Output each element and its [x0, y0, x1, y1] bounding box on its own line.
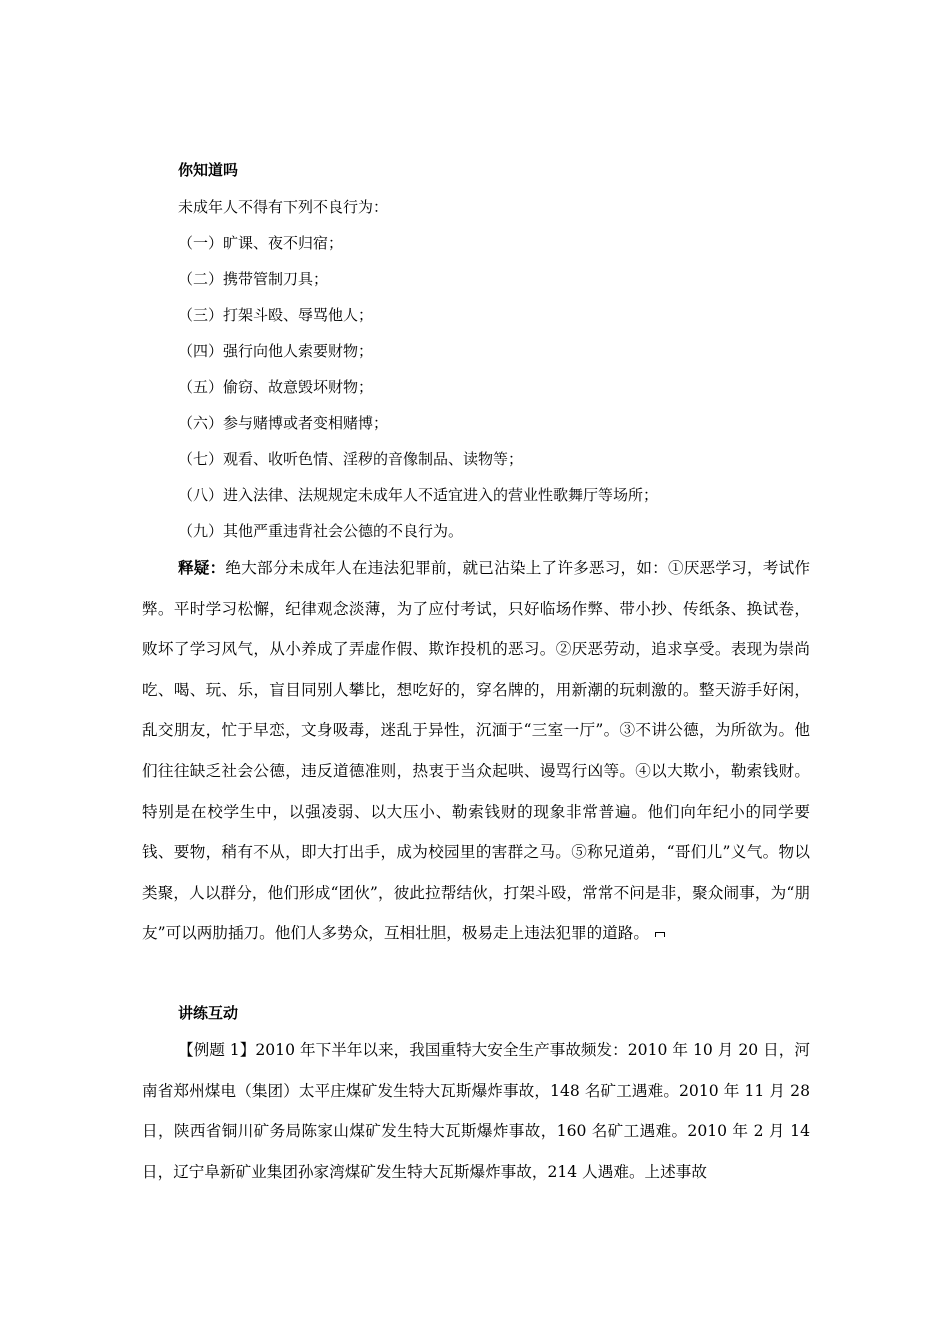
list-item: （八）进入法律、法规规定未成年人不适宜进入的营业性歌舞厅等场所； [178, 486, 659, 504]
explanation-text: 绝大部分未成年人在违法犯罪前，就已沾染上了许多恶习，如：①厌恶学习，考试作弊。平时学习松懈，纪律观念淡薄，为了应付考试，只好临场作弊、带小抄、传纸条、换试卷，败坏了学习风气，从小养成了弄虚作假、欺诈投机的恶习。②厌恶劳动，追求享受。表现为崇尚吃、喝、玩、乐，盲目同别人攀比，想吃好的，穿名牌的，用新潮的玩刺激的。整天游手好闲，乱交朋友，忙于早恋，文身吸毒，迷乱于异性，沉湎于“三室一厅”。③不讲公德，为所欲为。他们往往缺乏社会公德，违反道德准则，热衷于当众起哄、谩骂行凶等。④以大欺小，勒索钱财。特别是在校学生中，以强凌弱、以大压小、勒索钱财的现象非常普遍。他们向年纪小的同学要钱、要物，稍有不从，即大打出手，成为校园里的害群之马。⑤称兄道弟，“哥们儿”义气。物以类聚，人以群分，他们形成“团伙”，彼此拉帮结伙，打架斗殴，常常不问是非，聚众闹事，为“朋友”可以两肋插刀。他们人多势众，互相壮胆，极易走上违法犯罪的道路。 [142, 559, 810, 943]
list-item: （一）旷课、夜不归宿； [178, 234, 344, 252]
list-item: （四）强行向他人索要财物； [178, 342, 374, 360]
list-item: （二）携带管制刀具； [178, 270, 329, 288]
example-text: 2010 年下半年以来，我国重特大安全生产事故频发：2010 年 10 月 20 日，河南省郑州煤电（集团）太平庄煤矿发生特大瓦斯爆炸事故，148 名矿工遇难。2010 年 11 月 28 日，陕西省铜川矿务局陈家山煤矿发生特大瓦斯爆炸事故，160 名矿工遇难。2010 年 2 月 14 日，辽宁阜新矿业集团孙家湾煤矿发生特大瓦斯爆炸事故，214 人遇难。上述事故 [142, 1041, 810, 1181]
example-label: 【例题 1】 [178, 1041, 256, 1059]
section-heading-know: 你知道吗 [178, 161, 239, 179]
list-item: （七）观看、收听色情、淫秽的音像制品、读物等； [178, 450, 524, 468]
list-item: （九）其他严重违背社会公德的不良行为。 [178, 522, 464, 540]
list-item: （三）打架斗殴、辱骂他人； [178, 306, 374, 324]
list-item: （五）偷窃、故意毁坏财物； [178, 378, 374, 396]
explanation-label: 释疑： [178, 559, 226, 577]
end-mark-icon [655, 932, 665, 937]
list-item: （六）参与赌博或者变相赌博； [178, 414, 389, 432]
example-paragraph [142, 1030, 810, 1192]
section-heading-practice: 讲练互动 [178, 1004, 239, 1022]
explanation-paragraph [142, 548, 810, 954]
intro-line: 未成年人不得有下列不良行为： [178, 198, 389, 216]
